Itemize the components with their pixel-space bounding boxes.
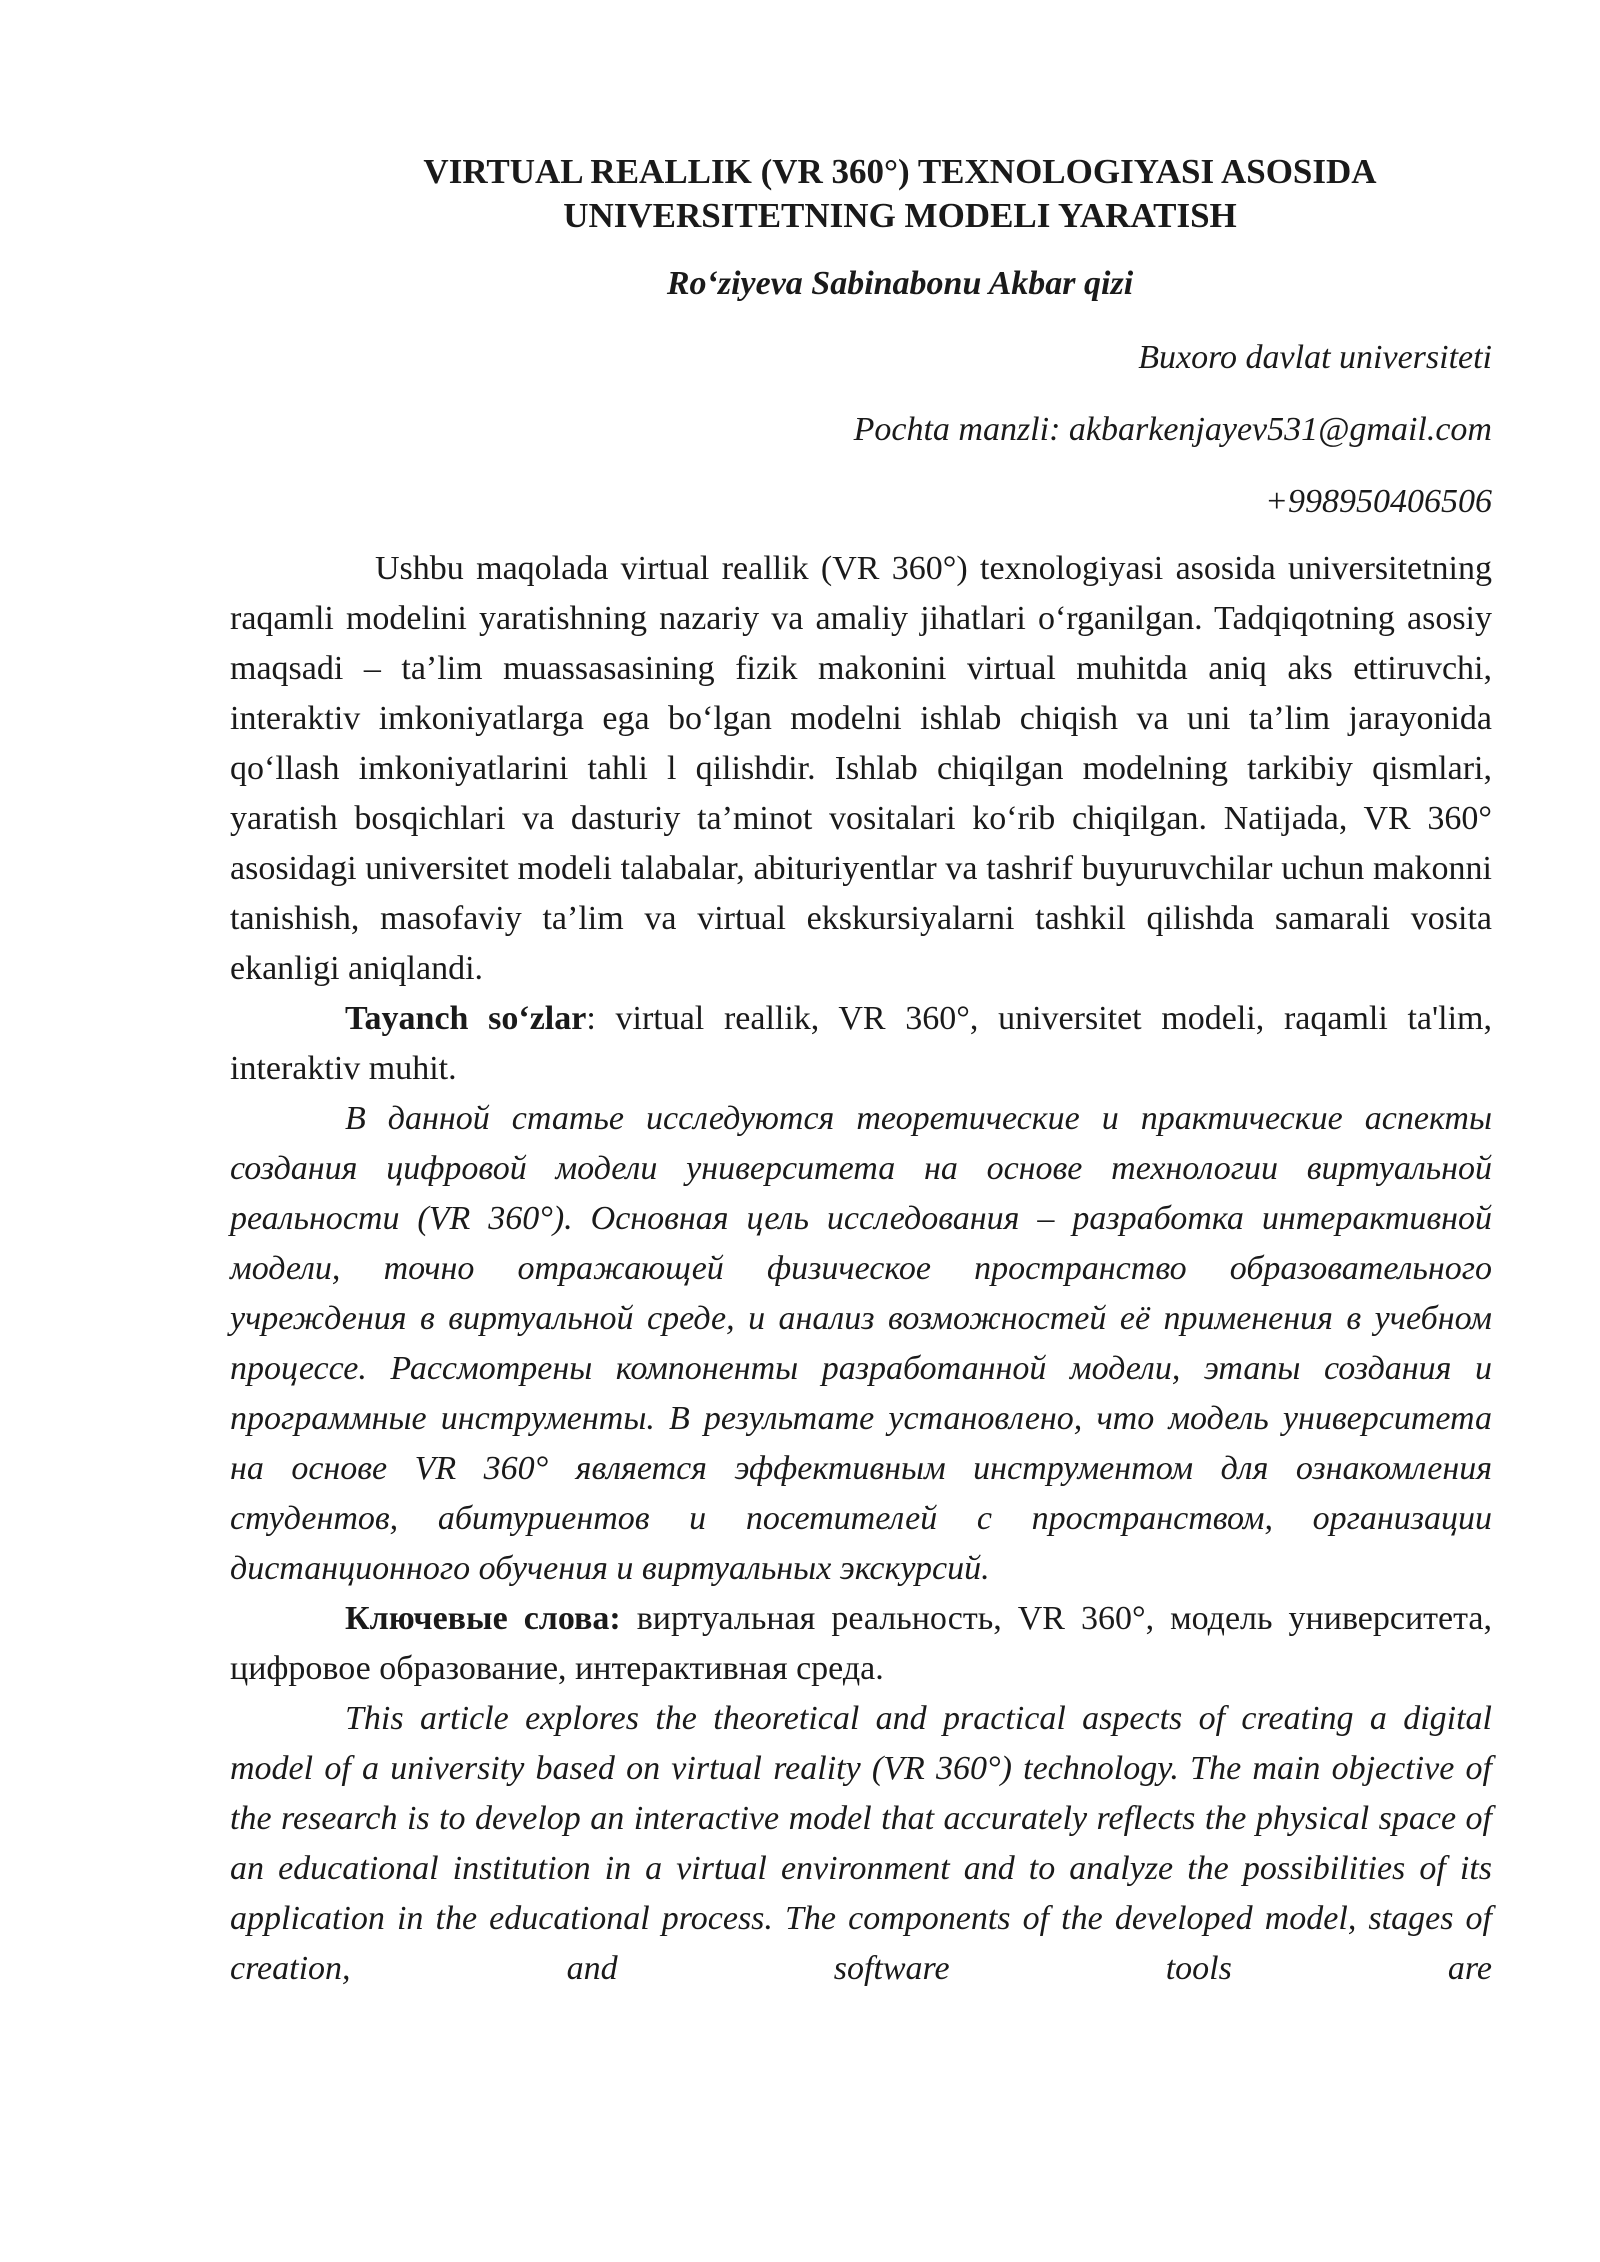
paper-title-line-1: VIRTUAL REALLIK (VR 360°) TEXNOLOGIYASI ASOSIDA [423, 152, 1377, 191]
affiliation: Buxoro davlat universiteti [1138, 339, 1492, 376]
phone-number: +998950406506 [1265, 483, 1492, 520]
keywords-russian-text: виртуальная реальность, VR 360°, модель университета, цифровое образование, интерактивная среда. [230, 1600, 1492, 1687]
abstract-russian: В данной статье исследуются теоретические и практические аспекты создания цифровой модели университета на основе технологии виртуальной реальности (VR 360°). Основная цель исследования – разработка интерактивной модели, точно отражающей физическое пространство образовательного учреждения в виртуальной среде, и анализ возможностей её применения в учебном процессе. Рассмотрены компоненты разработанной модели, этапы создания и программные инструменты. В результате установлено, что модель университета на основе VR 360° является эффективным инструментом для ознакомления студентов, абитуриентов и посетителей с пространством, организации дистанционного обучения и виртуальных экскурсий. [230, 1100, 1492, 1587]
paper-title-line-2: UNIVERSITETNING MODELI YARATISH [563, 196, 1237, 235]
email-line: Pochta manzli: akbarkenjayev531@gmail.com [853, 411, 1492, 448]
keywords-russian [230, 1594, 1492, 1694]
keywords-uzbek [230, 994, 1492, 1094]
abstract-english: This article explores the theoretical and practical aspects of creating a digital model of a university based on virtual reality (VR 360°) technology. The main objective of the research is to develop an interactive model that accurately reflects the physical space of an educational institution in a virtual environment and to analyze the possibilities of its application in the educational process. The components of the developed model, stages of creation, and software tools are [230, 1700, 1492, 1987]
paper-title [230, 150, 1570, 238]
article-body [230, 544, 1492, 1994]
keywords-uzbek-label: Tayanch so‘zlar [345, 1000, 587, 1037]
author-name: Ro‘ziyeva Sabinabonu Akbar qizi [666, 265, 1134, 302]
abstract-uzbek: Ushbu maqolada virtual reallik (VR 360°) texnologiyasi asosida universitetning raqamli modelini yaratishning nazariy va amaliy jihatlari o‘rganilgan. Tadqiqotning asosiy maqsadi – ta’lim muassasasining fizik makonini virtual muhitda aniq aks ettiruvchi, interaktiv imkoniyatlarga ega bo‘lgan modelni ishlab chiqish va uni ta’lim jarayonida qo‘llash imkoniyatlarini tahli l qilishdir. Ishlab chiqilgan modelning tarkibiy qismlari, yaratish bosqichlari va dasturiy ta’minot vositalari ko‘rib chiqilgan. Natijada, VR 360° asosidagi universitet modeli talabalar, abituriyentlar va tashrif buyuruvchilar uchun makonni tanishish, masofaviy ta’lim va virtual ekskursiyalarni tashkil qilishda samarali vosita ekanligi aniqlandi. [230, 550, 1492, 987]
keywords-uzbek-text: : virtual reallik, VR 360°, universitet modeli, raqamli ta'lim, interaktiv muhit. [230, 1000, 1492, 1087]
keywords-russian-label: Ключевые слова: [345, 1600, 621, 1637]
